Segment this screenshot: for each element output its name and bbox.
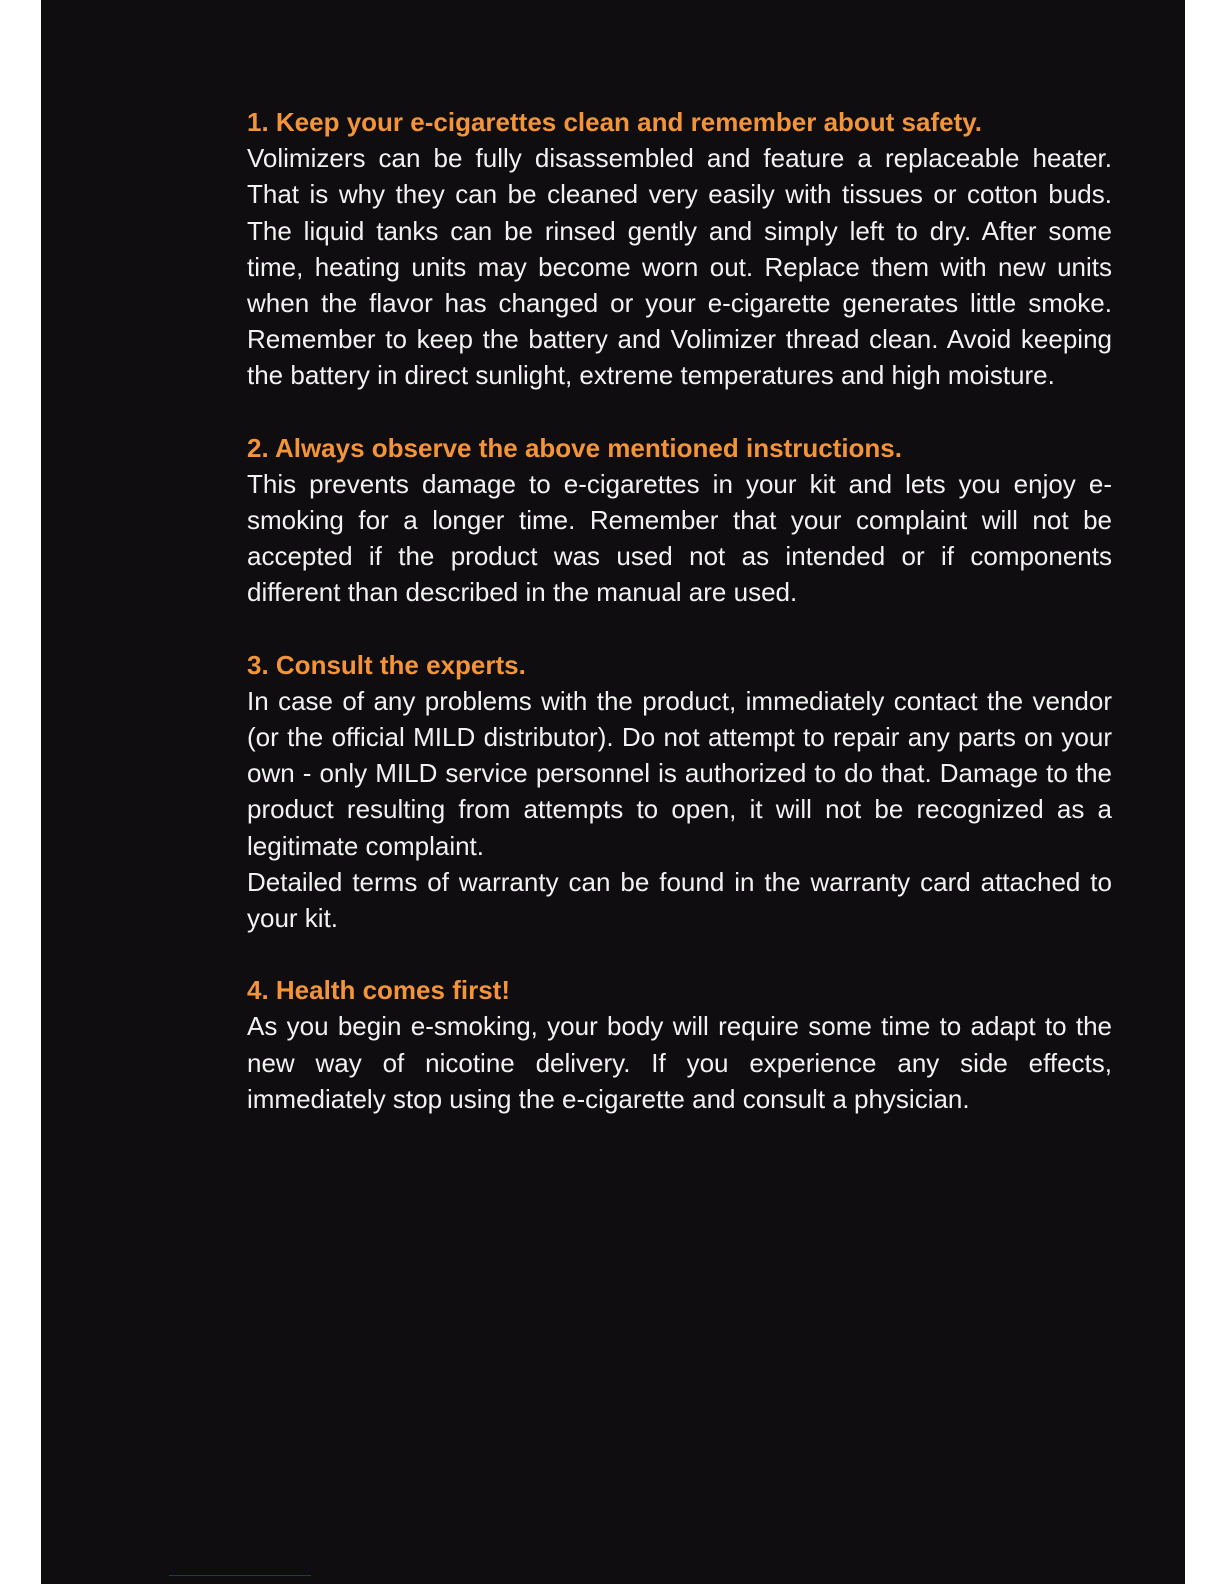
document-page [41,0,1185,1584]
section-paragraph: As you begin e-smoking, your body will require some time to adapt to the new way of nicotine delivery. If you experience any side effects, immediately stop using the e-cigarette and consult a physician. [247,1011,1112,1114]
section-paragraph: In case of any problems with the product, immediately contact the vendor (or the official MILD distributor). Do not attempt to repair any parts on your own - only MILD service personnel is authorized to do that. Damage to the product resulting from attempts to open, it will not be recognized as a legitimate complaint. [247,685,1112,861]
section-heading: 4. Health comes first! [247,975,510,1006]
section-paragraph: Volimizers can be fully disassembled and feature a replaceable heater. That is why they can be cleaned very easily with tissues or cotton buds. The liquid tanks can be rinsed gently and simply left to dry. After some time, heating units may become worn out. Replace them with new units when the flavor has changed or your e-cigarette generates little smoke. Remember to keep the battery and Volimizer thread clean. Avoid keeping the battery in direct sunlight, extreme temperatures and high moisture. [247,143,1112,391]
section-heading: 1. Keep your e-cigarettes clean and remember about safety. [247,107,983,137]
section-consult-experts [247,647,1112,937]
section-paragraph: Detailed terms of warranty can be found in the warranty card attached to your kit. [247,866,1112,934]
section-heading: 3. Consult the experts. [247,649,526,680]
section-observe-instructions [247,430,1112,611]
instructions-content [247,104,1112,1153]
section-heading: 2. Always observe the above mentioned instructions. [247,432,902,463]
section-paragraph: This prevents damage to e-cigarettes in your kit and lets you enjoy e-smoking for a longer time. Remember that your complaint will not be accepted if the product was used not as intended or if components different than described in the manual are used. [247,468,1112,608]
footer-rule [169,1575,311,1576]
section-health-first [247,972,1112,1117]
section-cleaning-safety [247,104,1112,394]
